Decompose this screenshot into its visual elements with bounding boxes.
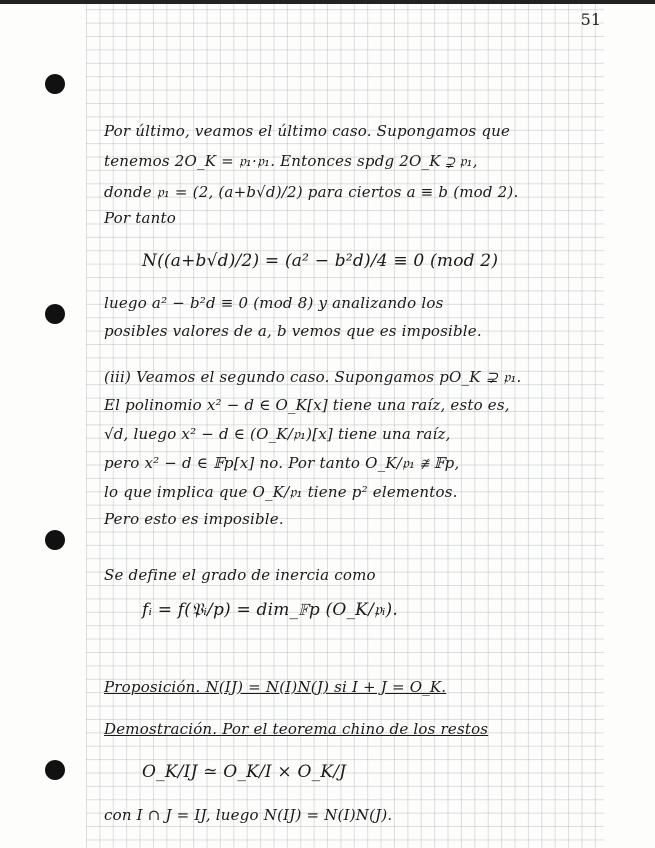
text-line: El polinomio x² − d ∈ O_K[x] tiene una raíz, esto es, bbox=[104, 396, 510, 414]
text-line: posibles valores de a, b vemos que es imposible. bbox=[104, 322, 482, 340]
math-formula: fᵢ = f(𝔓ᵢ/p) = dim_𝔽p (O_K/𝔭ᵢ). bbox=[142, 600, 398, 620]
text-line: Pero esto es imposible. bbox=[104, 510, 284, 528]
proposition-line: Proposición. N(IJ) = N(I)N(J) si I + J = O_K. bbox=[104, 678, 447, 696]
math-formula: O_K/IJ ≃ O_K/I × O_K/J bbox=[142, 762, 347, 782]
text-line: Por tanto bbox=[104, 209, 176, 227]
text-line: lo que implica que O_K/𝔭₁ tiene p² elementos. bbox=[104, 483, 458, 501]
page-number: 51 bbox=[580, 10, 601, 29]
binder-hole bbox=[45, 760, 65, 780]
top-border bbox=[0, 0, 655, 4]
text-line: Se define el grado de inercia como bbox=[104, 566, 376, 584]
text-line: pero x² − d ∈ 𝔽p[x] no. Por tanto O_K/𝔭₁ ≇ 𝔽p, bbox=[104, 454, 460, 472]
text-line: (iii) Veamos el segundo caso. Supongamos pO_K ⊋ 𝔭₁. bbox=[104, 368, 522, 386]
binder-hole bbox=[45, 530, 65, 550]
text-line: Por último, veamos el último caso. Supongamos que bbox=[104, 122, 511, 140]
binder-hole bbox=[45, 304, 65, 324]
text-line: tenemos 2O_K = 𝔭₁·𝔭₁. Entonces spdg 2O_K ⊋ 𝔭₁, bbox=[104, 152, 478, 170]
text-line: donde 𝔭₁ = (2, (a+b√d)/2) para ciertos a ≡ b (mod 2). bbox=[104, 183, 519, 201]
text-line: con I ∩ J = IJ, luego N(IJ) = N(I)N(J). bbox=[104, 806, 393, 824]
left-margin bbox=[0, 0, 86, 848]
math-formula: N((a+b√d)/2) = (a² − b²d)/4 ≡ 0 (mod 2) bbox=[142, 251, 499, 271]
text-line: luego a² − b²d ≡ 0 (mod 8) y analizando los bbox=[104, 294, 444, 312]
proof-line: Demostración. Por el teorema chino de los restos bbox=[104, 720, 489, 738]
text-line: √d, luego x² − d ∈ (O_K/𝔭₁)[x] tiene una raíz, bbox=[104, 425, 451, 443]
binder-hole bbox=[45, 74, 65, 94]
right-margin bbox=[604, 0, 655, 848]
